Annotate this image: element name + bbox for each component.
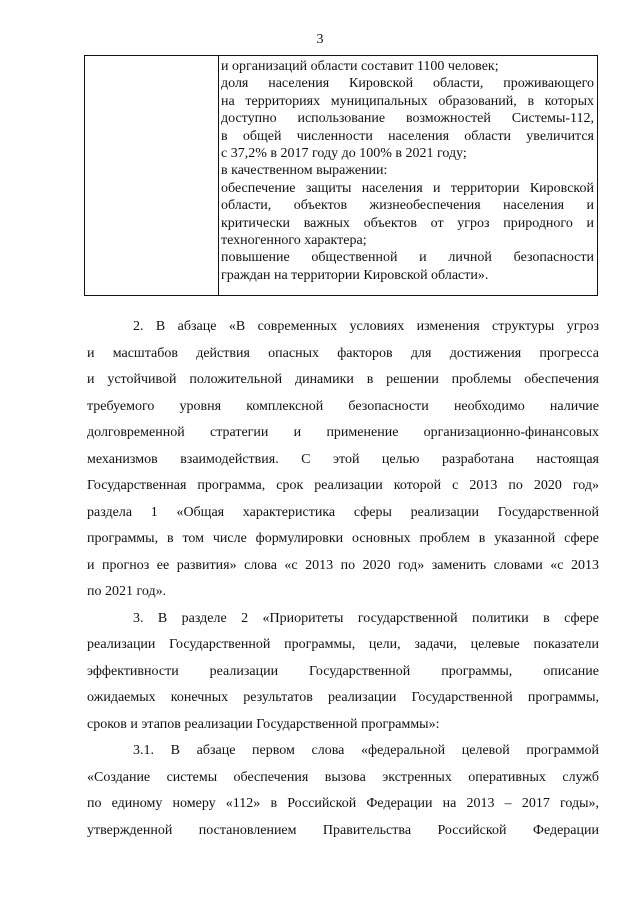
table-cell-line: и организаций области составит 1100 человек; [221,59,499,74]
table-cell-line: техногенного характера; [221,233,367,249]
paragraph-line: и устойчивой положительной динамики в решении проблемы обеспечения [87,372,599,387]
table-cell-right [221,58,594,284]
table-cell-line: повышение общественной и личной безопасности [221,250,594,266]
table-cell-line: граждан на территории Кировской области». [221,267,489,283]
paragraph-line: реализации Государственной программы, цели, задачи, целевые показатели [87,637,599,652]
table-cell-left [85,56,219,295]
document-body [87,314,599,844]
table-cell-line: доступно использование возможностей Системы-112, [221,111,594,127]
paragraph-line: Государственная программа, срок реализации которой с 2013 по 2020 год» [87,478,599,493]
paragraph-line: и масштабов действия опасных факторов для достижения прогресса [87,345,599,361]
paragraph-line: утвержденной постановлением Правительства Российской Федерации [87,822,599,838]
page-number: 3 [316,32,324,47]
paragraph-line: 3. В разделе 2 «Приоритеты государственной политики в сфере [133,610,599,626]
paragraph-line: 3.1. В абзаце первом слова «федеральной целевой программой [133,743,599,758]
paragraph-line: механизмов взаимодействия. С этой целью разработана настоящая [87,451,599,467]
paragraph-line: эффективности реализации Государственной программы, описание [87,663,599,679]
table-cell-line: обеспечение защиты населения и территории Кировской [221,180,594,196]
paragraph-line: 2. В абзаце «В современных условиях изменения структуры угроз [133,319,599,334]
table-cell-line: в качественном выражении: [221,163,388,179]
paragraph-line: «Создание системы обеспечения вызова экстренных оперативных служб [87,769,599,785]
paragraph-line: долговременной стратегии и применение организационно-финансовых [87,425,599,440]
paragraph-line: сроков и этапов реализации Государственной программы»: [87,716,440,732]
paragraph-line: по единому номеру «112» в Российской Федерации на 2013 – 2017 годы», [87,796,599,811]
paragraph-line: ожидаемых конечных результатов реализации Государственной программы, [87,690,599,705]
paragraph-line: требуемого уровня комплексной безопасности необходимо наличие [87,398,599,414]
table-cell-line: доля населения Кировской области, проживающего [221,76,594,92]
paragraph-line: программы, в том числе формулировки основных проблем в указанной сфере [87,531,599,546]
table-cell-line: с 37,2% в 2017 году до 100% в 2021 году; [221,146,467,162]
table-cell-line: критически важных объектов от угроз природного и [221,215,594,231]
paragraph-line: по 2021 год». [87,584,167,599]
table-cell-line: области, объектов жизнеобеспечения населения и [221,198,594,214]
paragraph-line: раздела 1 «Общая характеристика сферы реализации Государственной [87,504,599,520]
paragraph-line: и прогноз ее развития» слова «с 2013 по 2020 год» заменить словами «с 2013 [87,557,599,573]
table-fragment [84,55,598,296]
table-cell-line: на территориях муниципальных образований, в которых [221,93,594,109]
table-cell-line: в общей численности населения области увеличится [221,128,594,144]
